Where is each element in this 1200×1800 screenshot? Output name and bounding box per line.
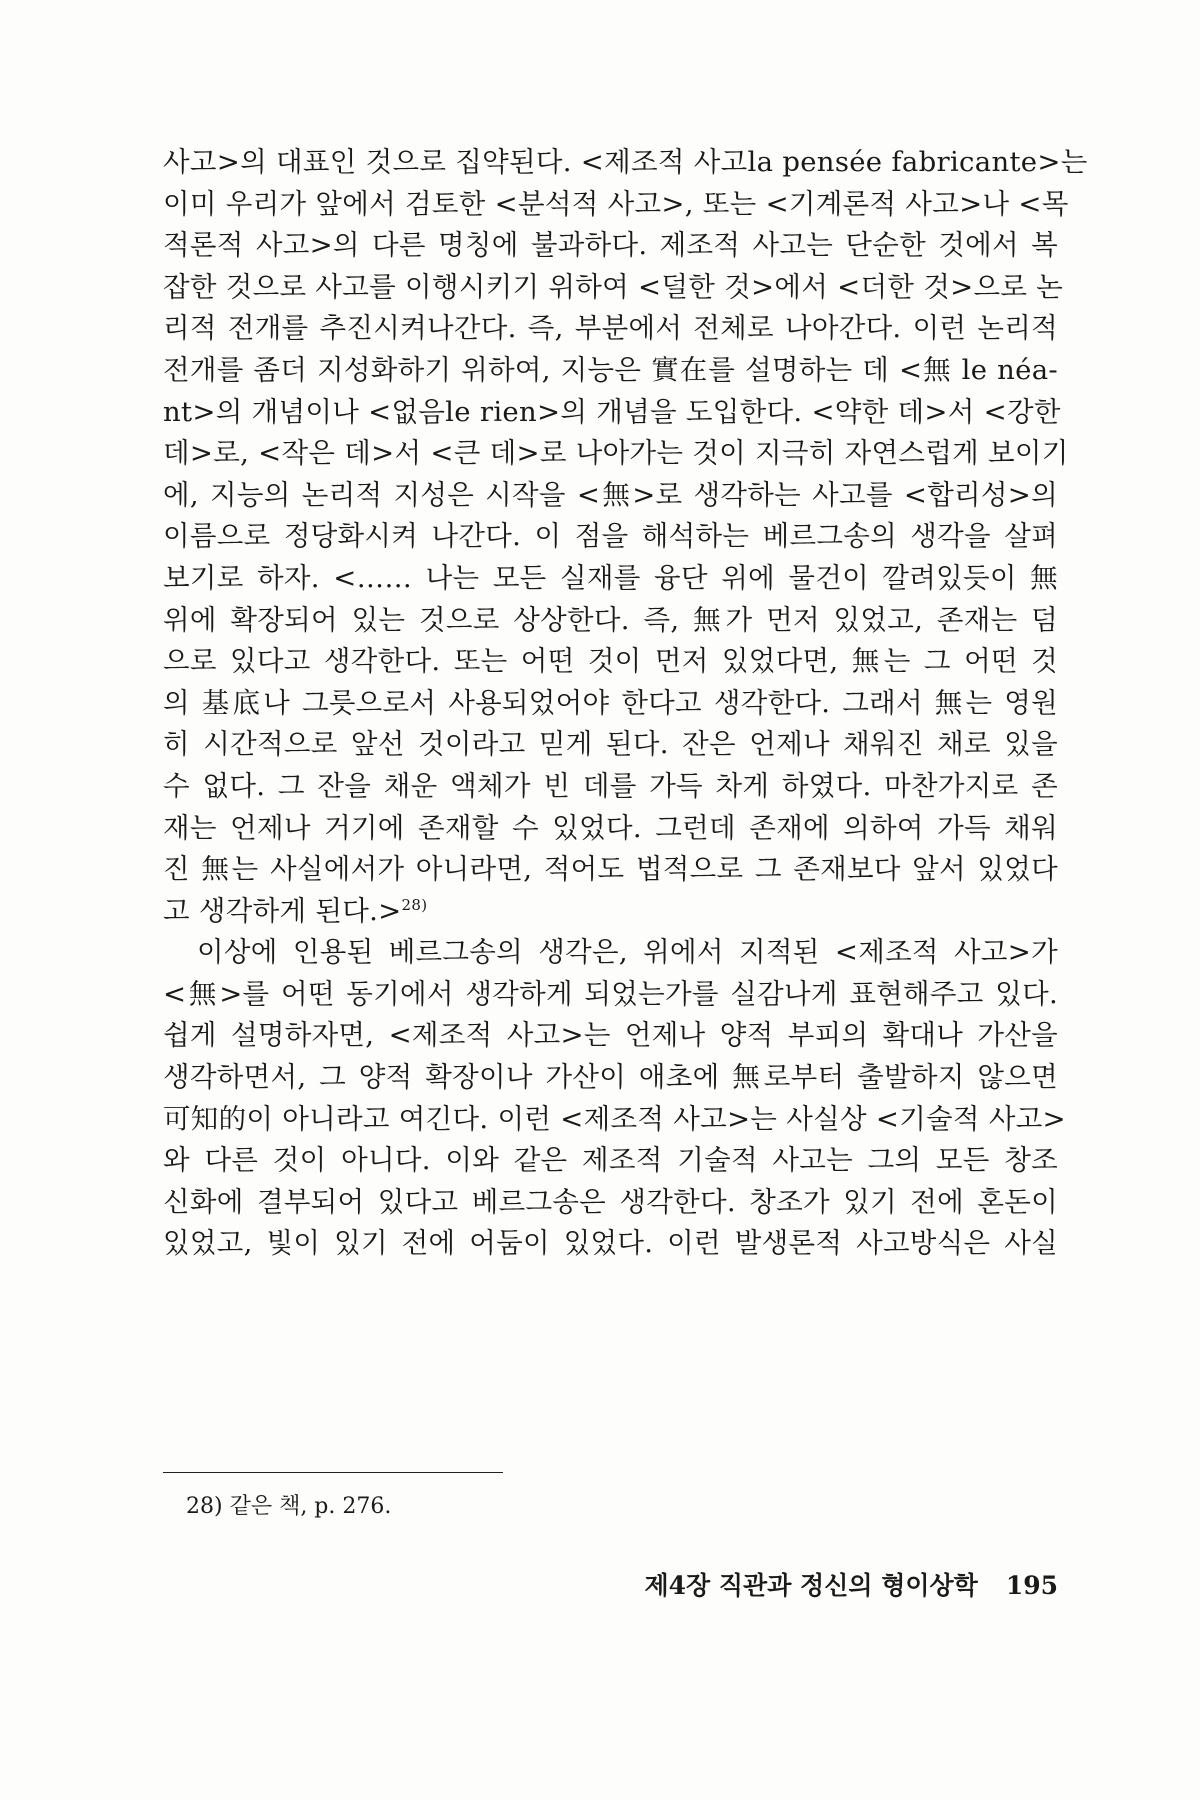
text-line-last bbox=[163, 891, 1058, 933]
text-line: 있었고, 빛이 있기 전에 어둠이 있었다. 이런 발생론적 사고방식은 사실 bbox=[163, 1227, 1058, 1260]
text-line: 적론적 사고>의 다른 명칭에 불과하다. 제조적 사고는 단순한 것에서 복 bbox=[163, 229, 1058, 262]
text-line: 으로 있다고 생각한다. 또는 어떤 것이 먼저 있었다면, 無는 그 어떤 것 bbox=[163, 645, 1058, 678]
text-line: 의 基底나 그릇으로서 사용되었어야 한다고 생각한다. 그래서 無는 영원 bbox=[163, 686, 1058, 719]
text-line: 히 시간적으로 앞선 것이라고 믿게 된다. 잔은 언제나 채워진 채로 있을 bbox=[163, 728, 1058, 761]
footnote-reference[interactable]: 28) bbox=[401, 895, 428, 914]
chapter-title: 제4장 직관과 정신의 형이상학 bbox=[644, 1571, 978, 1600]
text-line: 수 없다. 그 잔을 채운 액체가 빈 데를 가득 차게 하였다. 마찬가지로 존 bbox=[163, 769, 1058, 802]
text-line: 신화에 결부되어 있다고 베르그송은 생각한다. 창조가 있기 전에 혼돈이 bbox=[163, 1185, 1058, 1218]
quote-end-text: 고 생각하게 된다.> bbox=[163, 894, 402, 927]
text-line: 데>로, <작은 데>서 <큰 데>로 나아가는 것이 지극히 자연스럽게 보이기 bbox=[163, 437, 1069, 470]
text-line: 사고>의 대표인 것으로 집약된다. <제조적 사고la pensée fabricante>는 bbox=[163, 146, 1088, 178]
text-line: 위에 확장되어 있는 것으로 상상한다. 즉, 無가 먼저 있었고, 존재는 덤 bbox=[163, 603, 1058, 636]
paragraph-2 bbox=[163, 932, 1066, 1265]
footnote-28: 28) 같은 책, p. 276. bbox=[186, 1494, 392, 1519]
text-line: 에, 지능의 논리적 지성은 시작을 <無>로 생각하는 사고를 <합리성>의 bbox=[163, 478, 1058, 511]
text-line: 전개를 좀더 지성화하기 위하여, 지능은 實在를 설명하는 데 <無 le néa- bbox=[163, 353, 1058, 386]
text-line: <無>를 어떤 동기에서 생각하게 되었는가를 실감나게 표현해주고 있다. bbox=[163, 977, 1058, 1010]
text-line: 이미 우리가 앞에서 검토한 <분석적 사고>, 또는 <기계론적 사고>나 <목 bbox=[163, 187, 1069, 220]
text-line: 생각하면서, 그 양적 확장이나 가산이 애초에 無로부터 출발하지 않으면 bbox=[163, 1061, 1058, 1094]
text-line: 진 無는 사실에서가 아니라면, 적어도 법적으로 그 존재보다 앞서 있었다 bbox=[163, 853, 1058, 886]
footnote-divider bbox=[163, 1472, 503, 1473]
page-number: 195 bbox=[1005, 1571, 1058, 1600]
text-line: 이상에 인용된 베르그송의 생각은, 위에서 지적된 <제조적 사고>가 bbox=[197, 936, 1058, 969]
text-line: 잡한 것으로 사고를 이행시키기 위하여 <덜한 것>에서 <더한 것>으로 논 bbox=[163, 270, 1064, 303]
text-line: 리적 전개를 추진시켜나간다. 즉, 부분에서 전체로 나아간다. 이런 논리적 bbox=[163, 312, 1058, 345]
text-line: nt>의 개념이나 <없음le rien>의 개념을 도입한다. <약한 데>서 <강한 bbox=[163, 395, 1061, 428]
text-line: 可知的이 아니라고 여긴다. 이런 <제조적 사고>는 사실상 <기술적 사고> bbox=[163, 1102, 1066, 1135]
text-line: 이름으로 정당화시켜 나간다. 이 점을 해석하는 베르그송의 생각을 살펴 bbox=[163, 520, 1058, 553]
text-line: 쉽게 설명하자면, <제조적 사고>는 언제나 양적 부피의 확대나 가산을 bbox=[163, 1019, 1058, 1052]
text-line: 와 다른 것이 아니다. 이와 같은 제조적 기술적 사고는 그의 모든 창조 bbox=[163, 1144, 1058, 1177]
text-line: 재는 언제나 거기에 존재할 수 있었다. 그런데 존재에 의하여 가득 채워 bbox=[163, 811, 1058, 844]
paragraph-1 bbox=[163, 142, 1088, 932]
main-text bbox=[163, 142, 1088, 1265]
running-footer bbox=[602, 1566, 1058, 1602]
text-line: 보기로 하자. <…… 나는 모든 실재를 융단 위에 물건이 깔려있듯이 無 bbox=[163, 561, 1058, 594]
